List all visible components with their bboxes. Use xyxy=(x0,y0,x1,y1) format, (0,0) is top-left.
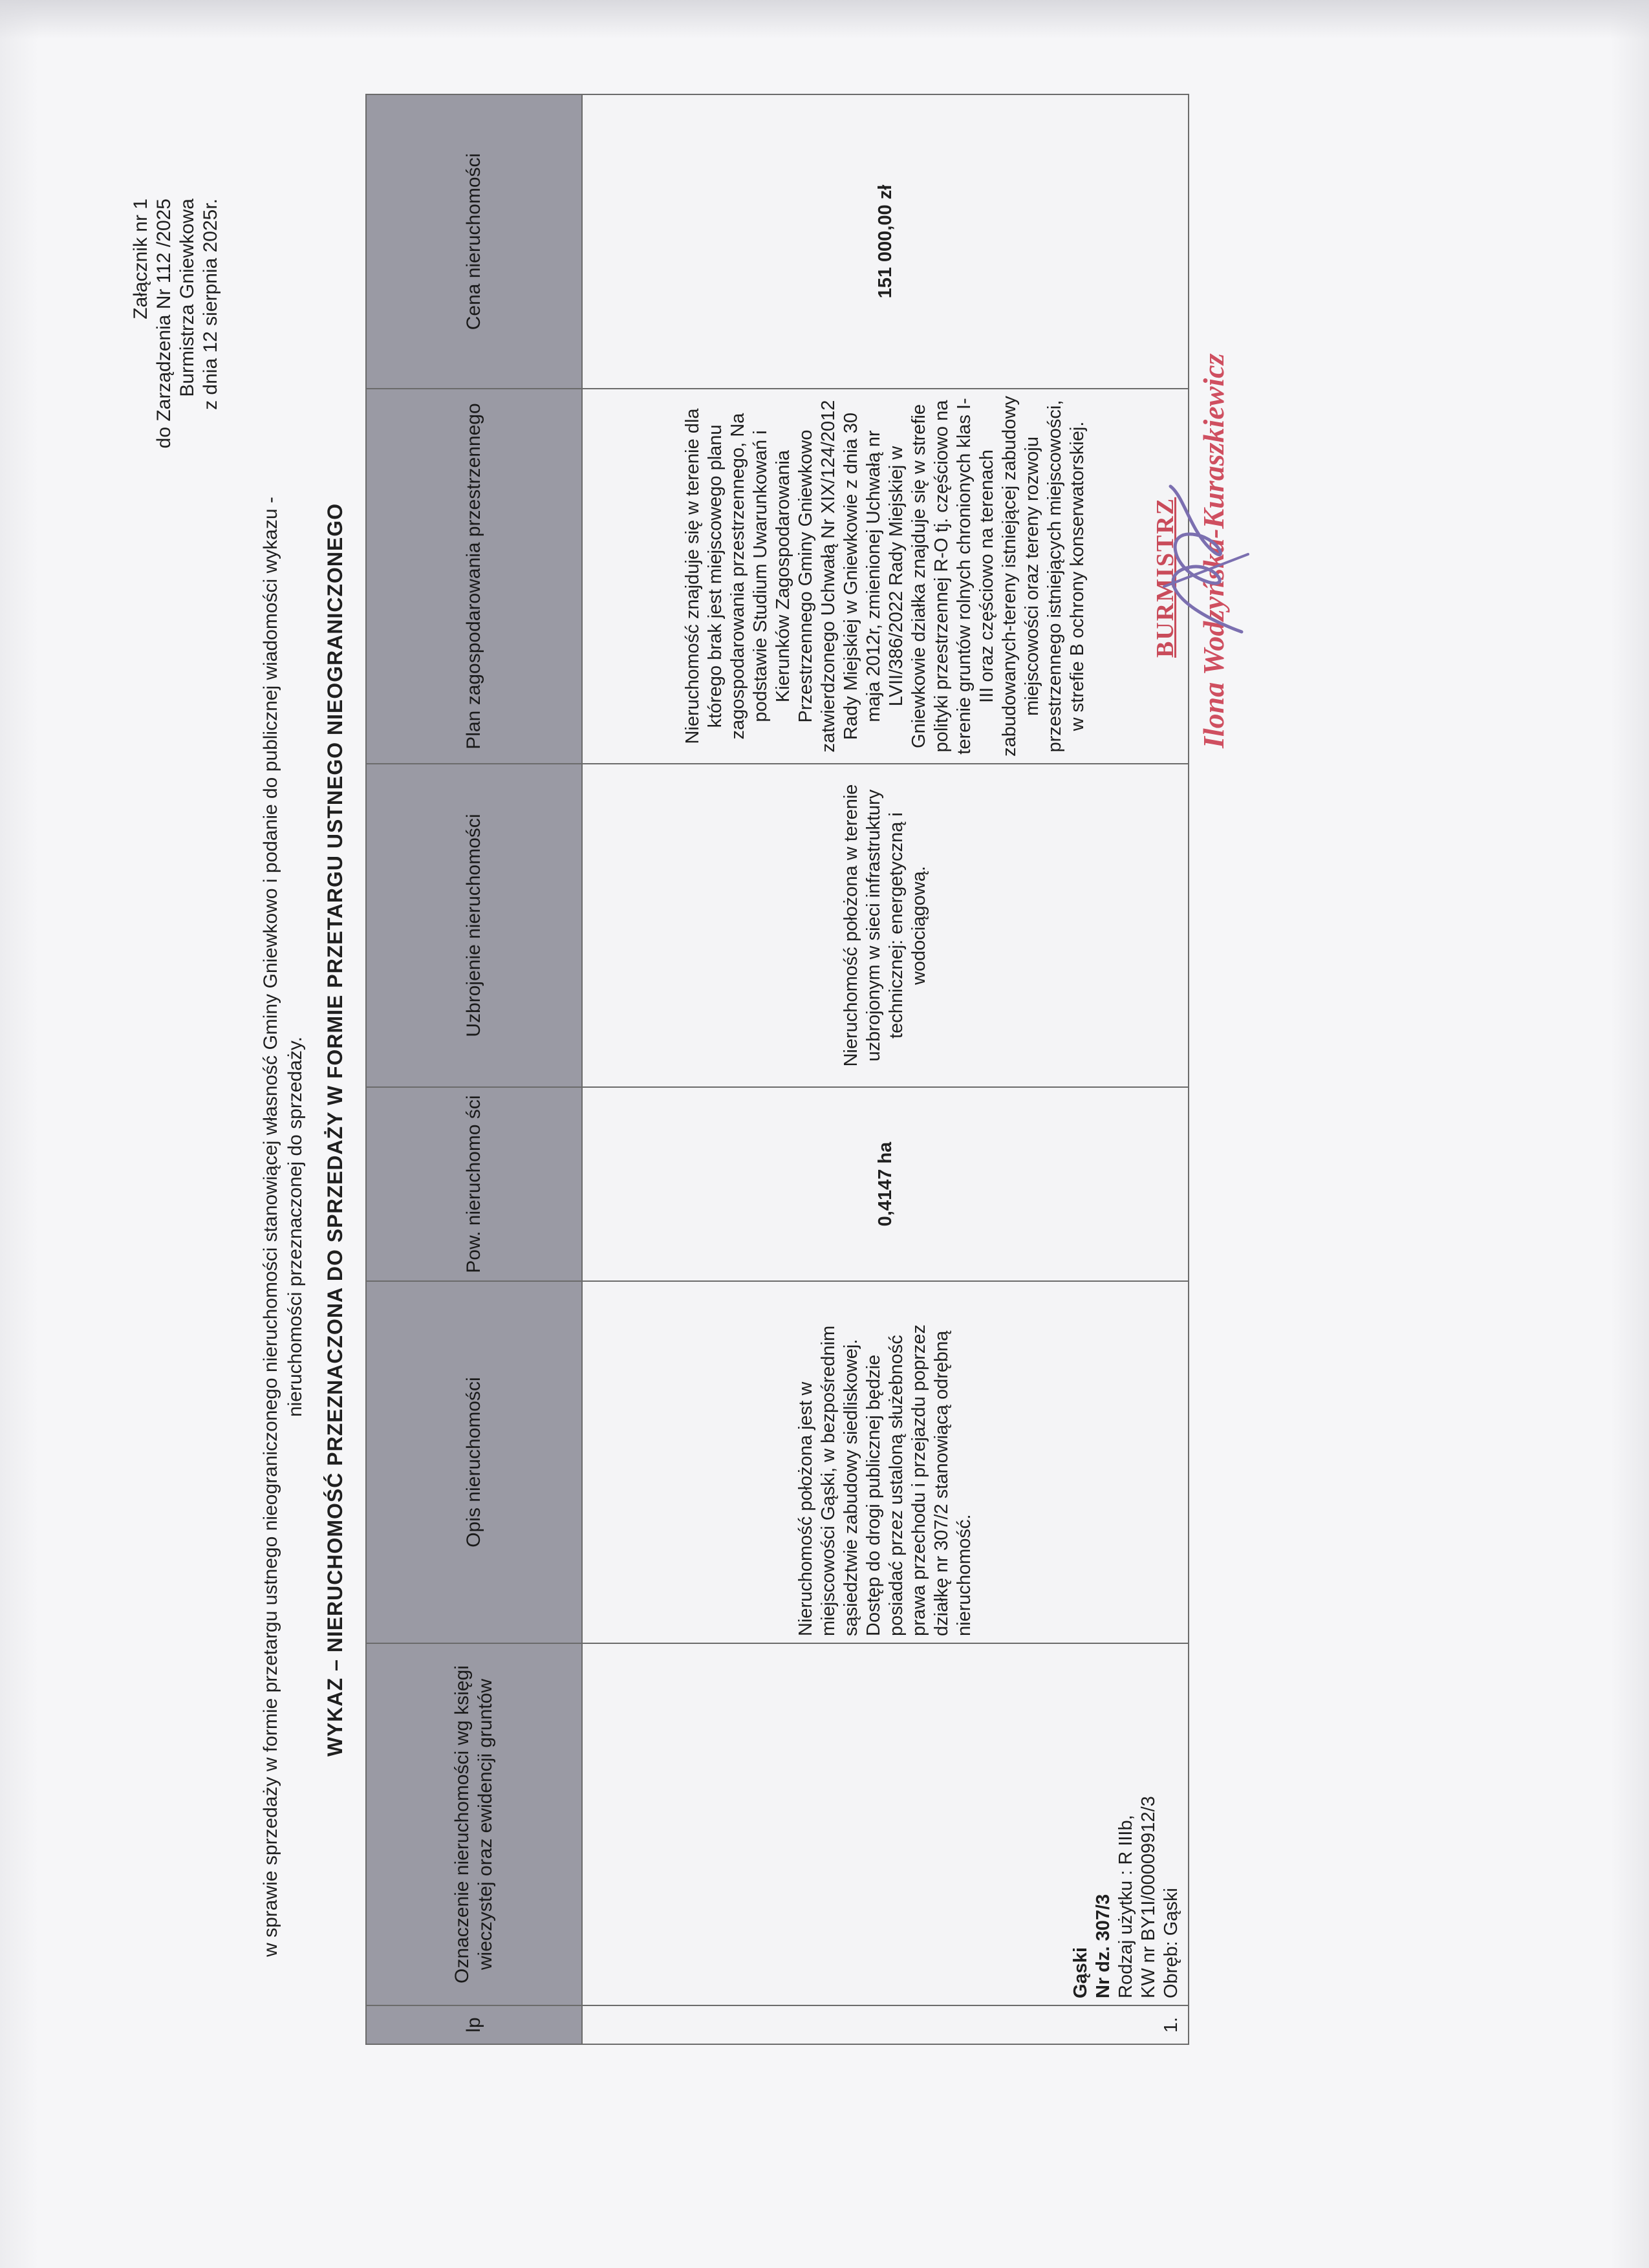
oznaczenie-rodzaj-uzytku: Rodzaj użytku : R IIIb, xyxy=(1116,1815,1136,1998)
stamp-name: Ilona Wodzyńska-Kuraszkiewicz xyxy=(1197,353,1230,748)
header-oznaczenie: Oznaczenie nieruchomości wg księgi wieczystej oraz ewidencji gruntów xyxy=(366,1643,582,2005)
oznaczenie-obreb: Obręb: Gąski xyxy=(1161,1888,1181,1998)
table-row xyxy=(582,94,1189,2044)
lp-value: 1. xyxy=(1161,2016,1181,2033)
header-plan: Plan zagospodarowania przestrzennego xyxy=(366,389,582,764)
mayor-stamp xyxy=(1151,296,1267,748)
uzbrojenie-text: Nieruchomość położona w terenie uzbrojonym w sieci infrastruktury technicznej: energetyczną i wodociągową. xyxy=(841,784,929,1067)
oznaczenie-kw: KW nr BY1I/00009912/3 xyxy=(1138,1796,1159,1998)
annex-line-3: Burmistrza Gniewkowa xyxy=(177,199,198,397)
annex-line-2: do Zarządzenia Nr 112 /2025 xyxy=(153,199,175,449)
table-title: WYKAZ – NIERUCHOMOŚĆ PRZEZNACZONA DO SPRZEDAŻY W FORMIE PRZETARGU USTNEGO NIEOGRANICZONEGO xyxy=(323,502,347,1757)
powierzchnia-value: 0,4147 ha xyxy=(874,1141,896,1227)
cell-lp xyxy=(582,2005,1189,2044)
intro-text xyxy=(259,289,308,2165)
cell-cena xyxy=(582,94,1189,389)
oznaczenie-miejscowosc: Gąski xyxy=(1070,1947,1091,1998)
annex-line-1: Załącznik nr 1 xyxy=(130,199,151,319)
cena-value: 151 000,00 zł xyxy=(874,184,896,299)
opis-text: Nieruchomość położona jest w miejscowości Gąski, w bezpośrednim sąsiedztwie zabudowy siedliskowej. Dostęp do drogi publicznej będzie posiadać przez ustaloną służebność prawa przechodu i przejazdu poprzez działkę nr 307/2 stanowiącą odrębną nieruchomość. xyxy=(795,1324,975,1636)
cell-uzbrojenie xyxy=(582,764,1189,1087)
stamp-title: BURMISTRZ xyxy=(1152,497,1179,658)
intro-line-2: nieruchomości przeznaczonej do sprzedaży. xyxy=(285,1036,306,1418)
cell-plan xyxy=(582,389,1189,764)
header-opis: Opis nieruchomości xyxy=(366,1281,582,1643)
header-uzbrojenie: Uzbrojenie nieruchomości xyxy=(366,764,582,1087)
annex-line-4: z dnia 12 sierpnia 2025r. xyxy=(200,199,221,410)
cell-powierzchnia xyxy=(582,1087,1189,1281)
property-table xyxy=(365,94,1189,2045)
oznaczenie-nr-dzialki: Nr dz. 307/3 xyxy=(1093,1894,1114,1998)
annex-header xyxy=(129,199,222,587)
signature-icon xyxy=(1145,477,1261,645)
intro-line-1: w sprawie sprzedaży w formie przetargu ustnego nieograniczonego nieruchomości stanowiącej własność Gminy Gniewkowo i podanie do publicznej wiadomości wykazu - xyxy=(260,497,281,1957)
header-powierzchnia: Pow. nieruchomo ści xyxy=(366,1087,582,1281)
plan-text: Nieruchomość znajduje się w terenie dla którego brak jest miejscowego planu zagospodarowania przestrzennego, Na podstawie Studium Uwarunkowań i Kierunków Zagospodarowania Przestrzennego Gminy Gniewkowo zatwierdzonego Uchwałą Nr XIX/124/2012 Rady Miejskiej w Gniewkowie z dnia 30 maja 2012r, zmienionej Uchwałą nr LVII/386/2022 Rady Miejskiej w Gniewkowie działka znajduje się w strefie polityki przestrzennej R-O tj. częściowo na terenie gruntów rolnych chronionych klas I-III oraz częściowo na terenach zabudowanych-tereny istniejącej zabudowy miejscowości oraz tereny rozwoju przestrzennego istniejących miejscowości, w strefie B ochrony konserwatorskiej. xyxy=(682,396,1088,757)
header-cena: Cena nieruchomości xyxy=(366,94,582,389)
header-lp: lp xyxy=(366,2005,582,2044)
cell-oznaczenie xyxy=(582,1643,1189,2005)
table-header-row xyxy=(366,94,582,2044)
cell-opis xyxy=(582,1281,1189,1643)
